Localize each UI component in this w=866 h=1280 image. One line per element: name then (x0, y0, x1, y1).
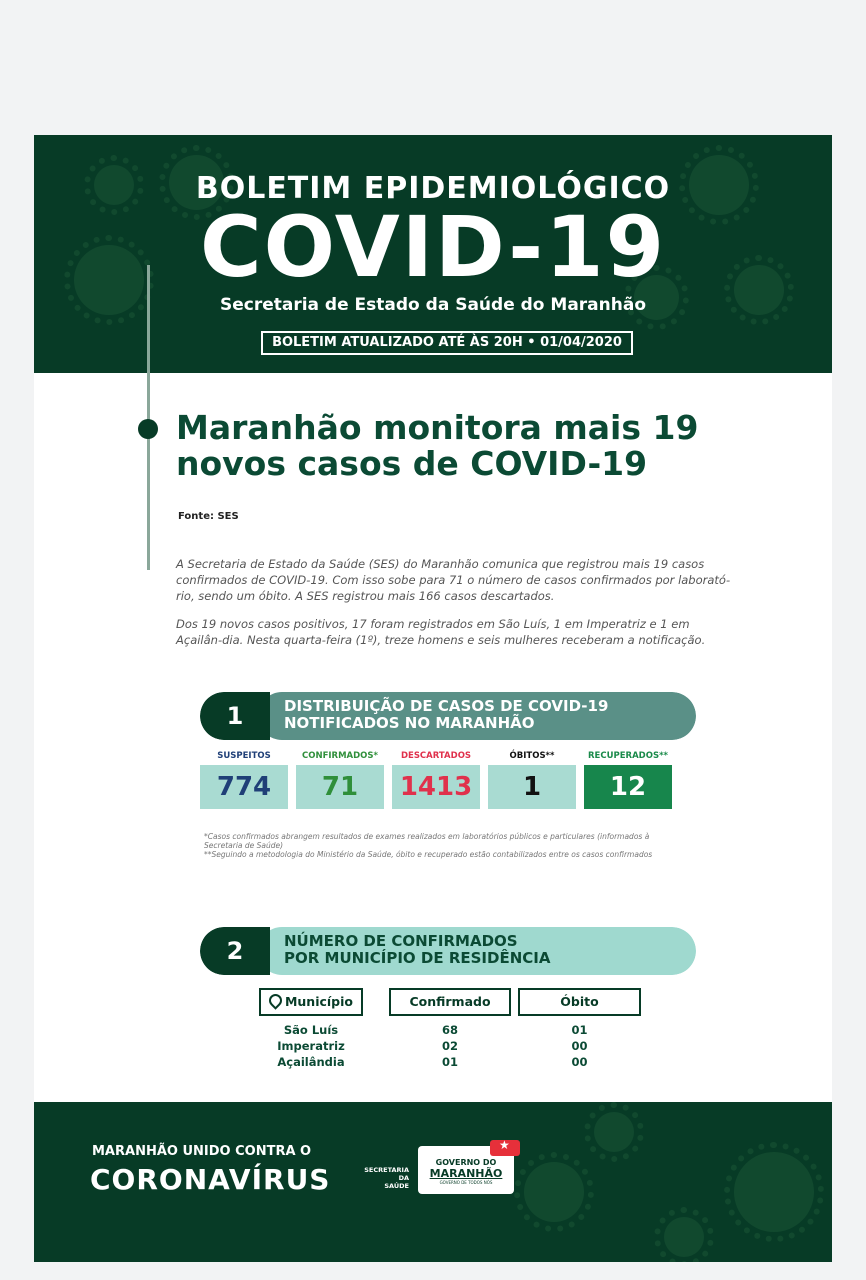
section-1-title-line1: DISTRIBUIÇÃO DE CASOS DE COVID-19 (284, 697, 609, 715)
section-1-banner (200, 692, 696, 740)
stat-recuperados (584, 751, 672, 809)
section-2-number: 2 (200, 927, 270, 975)
logo-line3: GOVERNO DE TODOS NÓS (439, 1180, 493, 1185)
stat-descartados (392, 751, 480, 809)
footnote: **Seguindo a metodologia do Ministério da Saúde, óbito e recuperado estão contabilizados entre os casos confirmados (204, 850, 653, 859)
virus-decoration (664, 1217, 704, 1257)
secretaria-line1: SECRETARIA DA (364, 1166, 409, 1182)
location-pin-icon (266, 991, 284, 1009)
table-header-obito: Óbito (518, 988, 641, 1016)
star-flag-icon (490, 1140, 520, 1156)
header-banner (34, 135, 832, 373)
table-header-label: Município (284, 994, 354, 1009)
timeline-line (147, 265, 150, 570)
logo-line1: GOVERNO DO (435, 1158, 497, 1167)
table-header-municipio (259, 988, 363, 1016)
governo-maranhao-logo (418, 1146, 514, 1194)
table-cell-municipio: Açailândia (277, 1055, 345, 1069)
table-header-confirmado: Confirmado (389, 988, 511, 1016)
source-label: Fonte: SES (178, 511, 239, 522)
secretaria-label (354, 1166, 409, 1190)
section-1-title (258, 692, 696, 740)
table-cell-municipio: São Luís (283, 1023, 339, 1037)
section-2-banner (200, 927, 696, 975)
stat-value: 1413 (392, 765, 480, 809)
bulletin-subtitle: Secretaria de Estado da Saúde do Maranhão (219, 295, 647, 315)
updated-badge: BOLETIM ATUALIZADO ATÉ ÀS 20H • 01/04/2020 (261, 331, 633, 355)
table-cell-confirmado: 68 (441, 1023, 458, 1037)
stat-label: DESCARTADOS (400, 751, 472, 761)
footnote: *Casos confirmados abrangem resultados de exames realizados em laboratórios públicos e particulares (informados à Secretaria de Saúde) (204, 832, 650, 850)
stat-label: ÓBITOS** (509, 751, 555, 761)
stat-confirmados (296, 751, 384, 809)
table-cell-obito: 01 (571, 1023, 588, 1037)
stat-value: 71 (296, 765, 384, 809)
bulletin-title: COVID-19 (199, 198, 667, 296)
section-1-number: 1 (200, 692, 270, 740)
footnotes (204, 832, 684, 859)
paragraph: A Secretaria de Estado da Saúde (SES) do Maranhão comunica que registrou mais 19 casos confirmados de COVID-19. Com isso sobe para 71 o número de casos confirmados por laborató-rio, sendo um óbito. A SES registrou mais 166 casos descartados. (176, 557, 731, 603)
table-cell-obito: 00 (571, 1055, 588, 1069)
stat-label: CONFIRMADOS* (302, 751, 378, 761)
stat-label: SUSPEITOS (217, 751, 271, 761)
section-2-title (258, 927, 696, 975)
stat-obitos (488, 751, 576, 809)
headline: Maranhão monitora mais 19 novos casos de COVID-19 (176, 408, 699, 483)
table-cell-municipio: Imperatriz (277, 1039, 345, 1053)
campaign-slogan-line1: MARANHÃO UNIDO CONTRA O (92, 1144, 312, 1159)
footer-banner (34, 1102, 832, 1262)
secretaria-line2: SAÚDE (384, 1182, 409, 1190)
virus-decoration (524, 1162, 584, 1222)
virus-decoration (734, 1152, 814, 1232)
section-2-title-line2: POR MUNICÍPIO DE RESIDÊNCIA (284, 949, 551, 967)
stat-value: 1 (488, 765, 576, 809)
campaign-slogan-line2: CORONAVÍRUS (90, 1163, 331, 1196)
table-cell-confirmado: 02 (441, 1039, 458, 1053)
stat-value: 12 (584, 765, 672, 809)
logo-line2: MARANHÃO (429, 1167, 503, 1180)
section-1-title-line2: NOTIFICADOS NO MARANHÃO (284, 714, 535, 732)
bulletin-kicker: BOLETIM EPIDEMIOLÓGICO (195, 171, 671, 206)
table-cell-confirmado: 01 (441, 1055, 458, 1069)
virus-decoration (594, 1112, 634, 1152)
paragraph: Dos 19 novos casos positivos, 17 foram registrados em São Luís, 1 em Imperatriz e 1 em Açailân-dia. Nesta quarta-feira (1º), treze homens e seis mulheres receberam a notificação. (176, 617, 706, 647)
table-cell-obito: 00 (571, 1039, 588, 1053)
body-text (176, 556, 731, 660)
bulletin-page (34, 135, 832, 1262)
timeline-dot (138, 419, 158, 439)
section-2-title-line1: NÚMERO DE CONFIRMADOS (284, 932, 518, 950)
stat-label: RECUPERADOS** (588, 751, 668, 761)
stat-value: 774 (200, 765, 288, 809)
stat-suspeitos (200, 751, 288, 809)
